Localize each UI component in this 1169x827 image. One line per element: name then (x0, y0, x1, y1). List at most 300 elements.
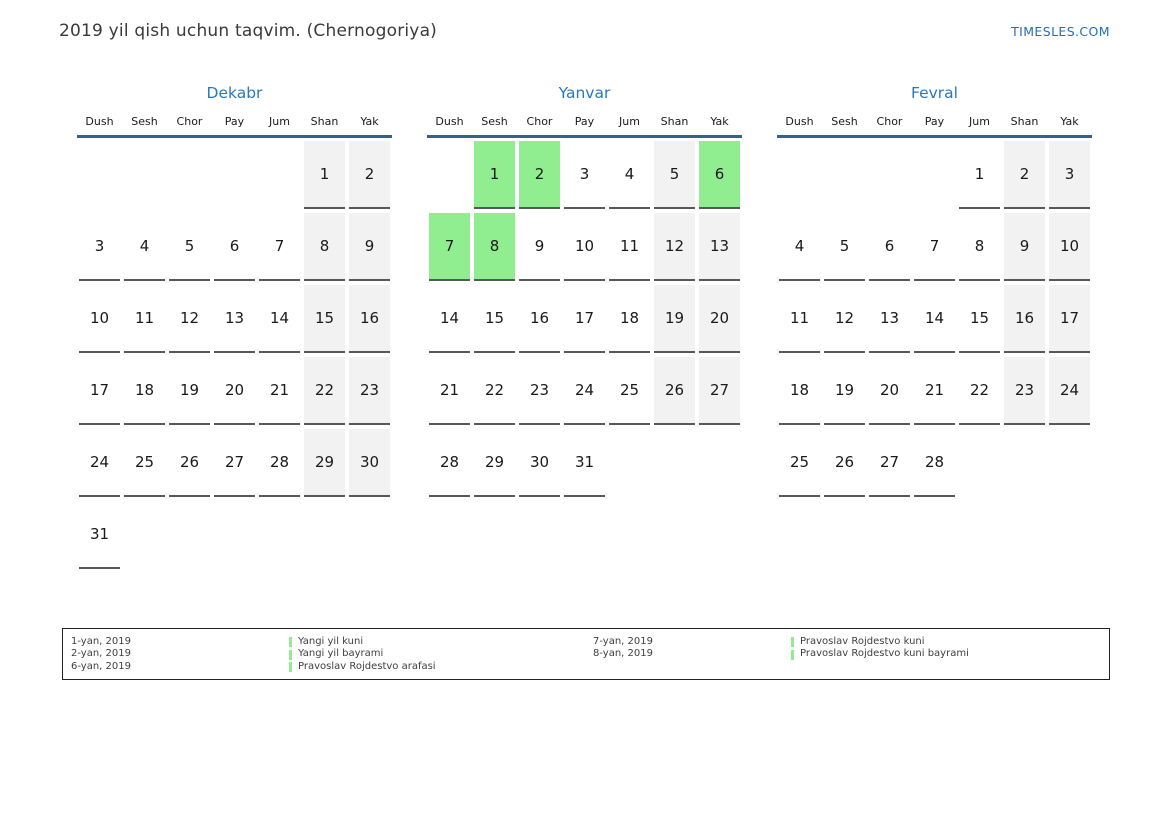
weekday-label: Yak (360, 115, 379, 128)
weekday-header-row (77, 115, 392, 128)
day-cell (957, 141, 1002, 209)
day-number: 14 (914, 285, 955, 353)
legend-entry (289, 661, 436, 673)
week-row (777, 285, 1092, 353)
day-cell (167, 357, 212, 425)
weekday-label: Pay (924, 115, 945, 128)
day-cell (562, 357, 607, 425)
day-number: 27 (699, 357, 740, 425)
empty-cell (259, 501, 300, 569)
week-row (427, 285, 742, 353)
week-row (77, 213, 392, 281)
day-number: 9 (519, 213, 560, 281)
day-number: 15 (474, 285, 515, 353)
day-number: 4 (124, 213, 165, 281)
day-number: 5 (169, 213, 210, 281)
day-number: 11 (609, 213, 650, 281)
empty-cell (1049, 429, 1090, 497)
day-cell (472, 429, 517, 497)
empty-cell (124, 501, 165, 569)
day-number: 10 (564, 213, 605, 281)
day-cell (867, 429, 912, 497)
legend-label: Pravoslav Rojdestvo arafasi (298, 660, 436, 672)
day-cell (427, 285, 472, 353)
day-number: 16 (349, 285, 390, 353)
day-cell (257, 141, 302, 209)
day-number: 2 (519, 141, 560, 209)
day-cell (347, 429, 392, 497)
week-row (77, 357, 392, 425)
legend-label: Yangi yil bayrami (298, 648, 384, 660)
day-cell (212, 213, 257, 281)
empty-cell (349, 501, 390, 569)
weekday-label: Sesh (131, 115, 158, 128)
legend-labels-column (791, 636, 969, 661)
day-cell (697, 141, 742, 209)
day-number: 19 (824, 357, 865, 425)
day-cell (347, 141, 392, 209)
day-number: 17 (1049, 285, 1090, 353)
week-row (77, 141, 392, 209)
month-yanvar (427, 84, 742, 501)
week-row (77, 501, 392, 569)
day-number: 19 (654, 285, 695, 353)
weekday-label: Shan (1010, 115, 1039, 128)
day-cell (697, 213, 742, 281)
day-cell (257, 213, 302, 281)
day-cell (652, 141, 697, 209)
empty-cell (779, 141, 820, 209)
weekday-label: Yak (1060, 115, 1079, 128)
day-cell (777, 285, 822, 353)
day-cell (957, 429, 1002, 497)
day-cell (562, 429, 607, 497)
day-number: 18 (779, 357, 820, 425)
day-number: 9 (349, 213, 390, 281)
day-cell (517, 141, 562, 209)
empty-cell (609, 429, 650, 497)
day-cell (1047, 357, 1092, 425)
legend-labels-column (289, 636, 436, 673)
day-cell (517, 429, 562, 497)
day-cell (427, 357, 472, 425)
empty-cell (869, 141, 910, 209)
empty-cell (959, 429, 1000, 497)
empty-cell (124, 141, 165, 209)
day-cell (122, 141, 167, 209)
day-cell (212, 285, 257, 353)
day-number: 16 (519, 285, 560, 353)
day-number: 25 (609, 357, 650, 425)
day-cell (957, 285, 1002, 353)
day-cell (427, 141, 472, 209)
empty-cell (1004, 429, 1045, 497)
week-row (427, 213, 742, 281)
day-cell (1002, 285, 1047, 353)
day-number: 23 (349, 357, 390, 425)
weekday-label: Dush (435, 115, 464, 128)
month-title: Fevral (911, 84, 958, 102)
day-cell (867, 285, 912, 353)
day-cell (777, 429, 822, 497)
day-cell (912, 213, 957, 281)
day-cell (517, 285, 562, 353)
day-cell (867, 141, 912, 209)
legend-date: 1-yan, 2019 (71, 636, 131, 647)
legend-entry (289, 648, 436, 660)
day-number: 18 (124, 357, 165, 425)
header-rule (427, 135, 742, 138)
weekday-label: Dush (85, 115, 114, 128)
day-cell (302, 357, 347, 425)
day-cell (302, 213, 347, 281)
weekday-label: Jum (969, 115, 990, 128)
day-cell (607, 285, 652, 353)
day-cell (822, 285, 867, 353)
day-cell (1047, 213, 1092, 281)
day-number: 2 (1004, 141, 1045, 209)
weekday-header-row (777, 115, 1092, 128)
day-cell (472, 285, 517, 353)
empty-cell (699, 429, 740, 497)
day-cell (912, 357, 957, 425)
day-cell (652, 357, 697, 425)
day-cell (1047, 429, 1092, 497)
day-number: 28 (259, 429, 300, 497)
day-cell (427, 213, 472, 281)
weekday-label: Sesh (481, 115, 508, 128)
day-cell (212, 429, 257, 497)
day-cell (472, 357, 517, 425)
weekday-label: Shan (310, 115, 339, 128)
day-number: 3 (564, 141, 605, 209)
day-number: 20 (214, 357, 255, 425)
day-cell (822, 357, 867, 425)
day-cell (347, 357, 392, 425)
day-cell (77, 429, 122, 497)
legend-date: 6-yan, 2019 (71, 660, 131, 672)
day-cell (777, 141, 822, 209)
day-number: 16 (1004, 285, 1045, 353)
day-cell (562, 213, 607, 281)
day-cell (867, 357, 912, 425)
empty-cell (429, 141, 470, 209)
day-cell (257, 285, 302, 353)
day-cell (122, 429, 167, 497)
day-number: 29 (474, 429, 515, 497)
day-number: 25 (124, 429, 165, 497)
day-cell (427, 429, 472, 497)
week-row (777, 429, 1092, 497)
day-cell (302, 429, 347, 497)
day-cell (167, 141, 212, 209)
day-number: 15 (959, 285, 1000, 353)
day-cell (77, 357, 122, 425)
day-cell (77, 285, 122, 353)
day-number: 12 (654, 213, 695, 281)
legend-entry (791, 636, 969, 648)
empty-cell (169, 141, 210, 209)
day-cell (302, 501, 347, 569)
holiday-marker-icon (289, 662, 292, 672)
day-number: 22 (304, 357, 345, 425)
day-cell (652, 429, 697, 497)
day-cell (562, 285, 607, 353)
day-cell (957, 213, 1002, 281)
day-cell (122, 501, 167, 569)
weekday-label: Jum (269, 115, 290, 128)
week-row (777, 213, 1092, 281)
day-cell (347, 501, 392, 569)
day-cell (347, 285, 392, 353)
day-cell (1047, 141, 1092, 209)
day-number: 23 (1004, 357, 1045, 425)
empty-cell (304, 501, 345, 569)
day-cell (822, 141, 867, 209)
day-number: 13 (699, 213, 740, 281)
weekday-label: Shan (660, 115, 689, 128)
day-cell (517, 213, 562, 281)
day-number: 17 (79, 357, 120, 425)
day-number: 11 (779, 285, 820, 353)
day-cell (652, 285, 697, 353)
day-number: 5 (654, 141, 695, 209)
day-number: 30 (519, 429, 560, 497)
legend-dates-column (593, 636, 653, 661)
day-cell (777, 213, 822, 281)
day-number: 17 (564, 285, 605, 353)
day-cell (472, 141, 517, 209)
day-number: 28 (914, 429, 955, 497)
day-number: 7 (259, 213, 300, 281)
day-number: 14 (429, 285, 470, 353)
empty-cell (914, 141, 955, 209)
day-cell (607, 429, 652, 497)
day-number: 3 (1049, 141, 1090, 209)
empty-cell (214, 141, 255, 209)
week-row (777, 357, 1092, 425)
day-number: 22 (474, 357, 515, 425)
day-number: 10 (1049, 213, 1090, 281)
day-cell (77, 501, 122, 569)
holiday-legend (62, 628, 1110, 680)
day-number: 7 (914, 213, 955, 281)
day-number: 26 (824, 429, 865, 497)
day-cell (652, 213, 697, 281)
weekday-label: Chor (176, 115, 203, 128)
week-row (77, 285, 392, 353)
empty-cell (654, 429, 695, 497)
day-cell (212, 357, 257, 425)
day-cell (347, 213, 392, 281)
week-row (427, 429, 742, 497)
day-number: 24 (79, 429, 120, 497)
day-number: 31 (79, 501, 120, 569)
site-link[interactable]: TIMESLES.COM (1011, 24, 1110, 39)
empty-cell (824, 141, 865, 209)
day-number: 11 (124, 285, 165, 353)
day-number: 27 (869, 429, 910, 497)
header-rule (77, 135, 392, 138)
legend-dates-column (71, 636, 131, 673)
day-cell (867, 213, 912, 281)
day-number: 21 (914, 357, 955, 425)
calendar-grid-row (77, 84, 1092, 573)
day-cell (77, 141, 122, 209)
day-number: 7 (429, 213, 470, 281)
day-number: 30 (349, 429, 390, 497)
day-number: 2 (349, 141, 390, 209)
day-cell (822, 213, 867, 281)
day-number: 4 (609, 141, 650, 209)
day-number: 23 (519, 357, 560, 425)
day-cell (167, 285, 212, 353)
weekday-label: Yak (710, 115, 729, 128)
day-number: 8 (474, 213, 515, 281)
day-number: 21 (429, 357, 470, 425)
day-number: 1 (474, 141, 515, 209)
day-number: 8 (304, 213, 345, 281)
day-number: 13 (869, 285, 910, 353)
day-number: 26 (169, 429, 210, 497)
day-number: 31 (564, 429, 605, 497)
day-cell (167, 213, 212, 281)
day-cell (472, 213, 517, 281)
month-fevral (777, 84, 1092, 501)
day-cell (562, 141, 607, 209)
day-cell (122, 285, 167, 353)
day-cell (212, 501, 257, 569)
day-cell (697, 357, 742, 425)
month-title: Yanvar (558, 84, 611, 102)
day-cell (912, 429, 957, 497)
holiday-marker-icon (289, 650, 292, 660)
day-number: 12 (169, 285, 210, 353)
legend-date: 8-yan, 2019 (593, 648, 653, 660)
day-cell (77, 213, 122, 281)
day-number: 13 (214, 285, 255, 353)
weekday-label: Dush (785, 115, 814, 128)
week-row (427, 141, 742, 209)
empty-cell (169, 501, 210, 569)
day-cell (167, 501, 212, 569)
day-cell (257, 501, 302, 569)
legend-label: Pravoslav Rojdestvo kuni bayrami (800, 648, 969, 660)
day-number: 6 (699, 141, 740, 209)
empty-cell (214, 501, 255, 569)
page-title: 2019 yil qish uchun taqvim. (Chernogoriya) (59, 21, 438, 41)
day-cell (122, 357, 167, 425)
week-row (427, 357, 742, 425)
day-cell (257, 429, 302, 497)
weekday-label: Chor (526, 115, 553, 128)
day-number: 24 (564, 357, 605, 425)
day-number: 24 (1049, 357, 1090, 425)
legend-entry (791, 648, 969, 660)
day-number: 29 (304, 429, 345, 497)
day-number: 28 (429, 429, 470, 497)
header-rule (777, 135, 1092, 138)
legend-label: Pravoslav Rojdestvo kuni (800, 636, 925, 647)
month-dekabr (77, 84, 392, 573)
day-number: 25 (779, 429, 820, 497)
holiday-marker-icon (791, 650, 794, 660)
empty-cell (79, 141, 120, 209)
day-number: 15 (304, 285, 345, 353)
day-cell (302, 285, 347, 353)
day-number: 20 (699, 285, 740, 353)
legend-date: 7-yan, 2019 (593, 636, 653, 647)
day-cell (1002, 141, 1047, 209)
day-cell (777, 357, 822, 425)
day-cell (607, 141, 652, 209)
day-cell (1047, 285, 1092, 353)
weekday-label: Pay (224, 115, 245, 128)
day-cell (957, 357, 1002, 425)
weekday-label: Pay (574, 115, 595, 128)
day-cell (697, 285, 742, 353)
day-number: 27 (214, 429, 255, 497)
holiday-marker-icon (791, 637, 794, 647)
day-cell (697, 429, 742, 497)
day-cell (1002, 357, 1047, 425)
day-number: 22 (959, 357, 1000, 425)
day-cell (912, 285, 957, 353)
day-number: 10 (79, 285, 120, 353)
day-cell (822, 429, 867, 497)
legend-date: 2-yan, 2019 (71, 648, 131, 660)
day-cell (212, 141, 257, 209)
day-number: 4 (779, 213, 820, 281)
day-cell (517, 357, 562, 425)
weekday-label: Sesh (831, 115, 858, 128)
day-number: 5 (824, 213, 865, 281)
legend-entry (289, 636, 436, 648)
week-row (777, 141, 1092, 209)
day-number: 21 (259, 357, 300, 425)
day-number: 1 (959, 141, 1000, 209)
weekday-label: Chor (876, 115, 903, 128)
weekday-header-row (427, 115, 742, 128)
empty-cell (259, 141, 300, 209)
day-cell (302, 141, 347, 209)
day-number: 26 (654, 357, 695, 425)
week-row (77, 429, 392, 497)
day-cell (167, 429, 212, 497)
holiday-marker-icon (289, 637, 292, 647)
day-cell (912, 141, 957, 209)
day-cell (122, 213, 167, 281)
day-number: 6 (869, 213, 910, 281)
day-number: 14 (259, 285, 300, 353)
weekday-label: Jum (619, 115, 640, 128)
day-cell (1002, 213, 1047, 281)
day-number: 1 (304, 141, 345, 209)
month-title: Dekabr (206, 84, 263, 102)
day-number: 3 (79, 213, 120, 281)
day-number: 6 (214, 213, 255, 281)
day-cell (1002, 429, 1047, 497)
legend-label: Yangi yil kuni (298, 636, 364, 647)
day-cell (257, 357, 302, 425)
day-number: 19 (169, 357, 210, 425)
day-cell (607, 213, 652, 281)
day-number: 9 (1004, 213, 1045, 281)
day-number: 8 (959, 213, 1000, 281)
day-number: 20 (869, 357, 910, 425)
day-cell (607, 357, 652, 425)
day-number: 12 (824, 285, 865, 353)
